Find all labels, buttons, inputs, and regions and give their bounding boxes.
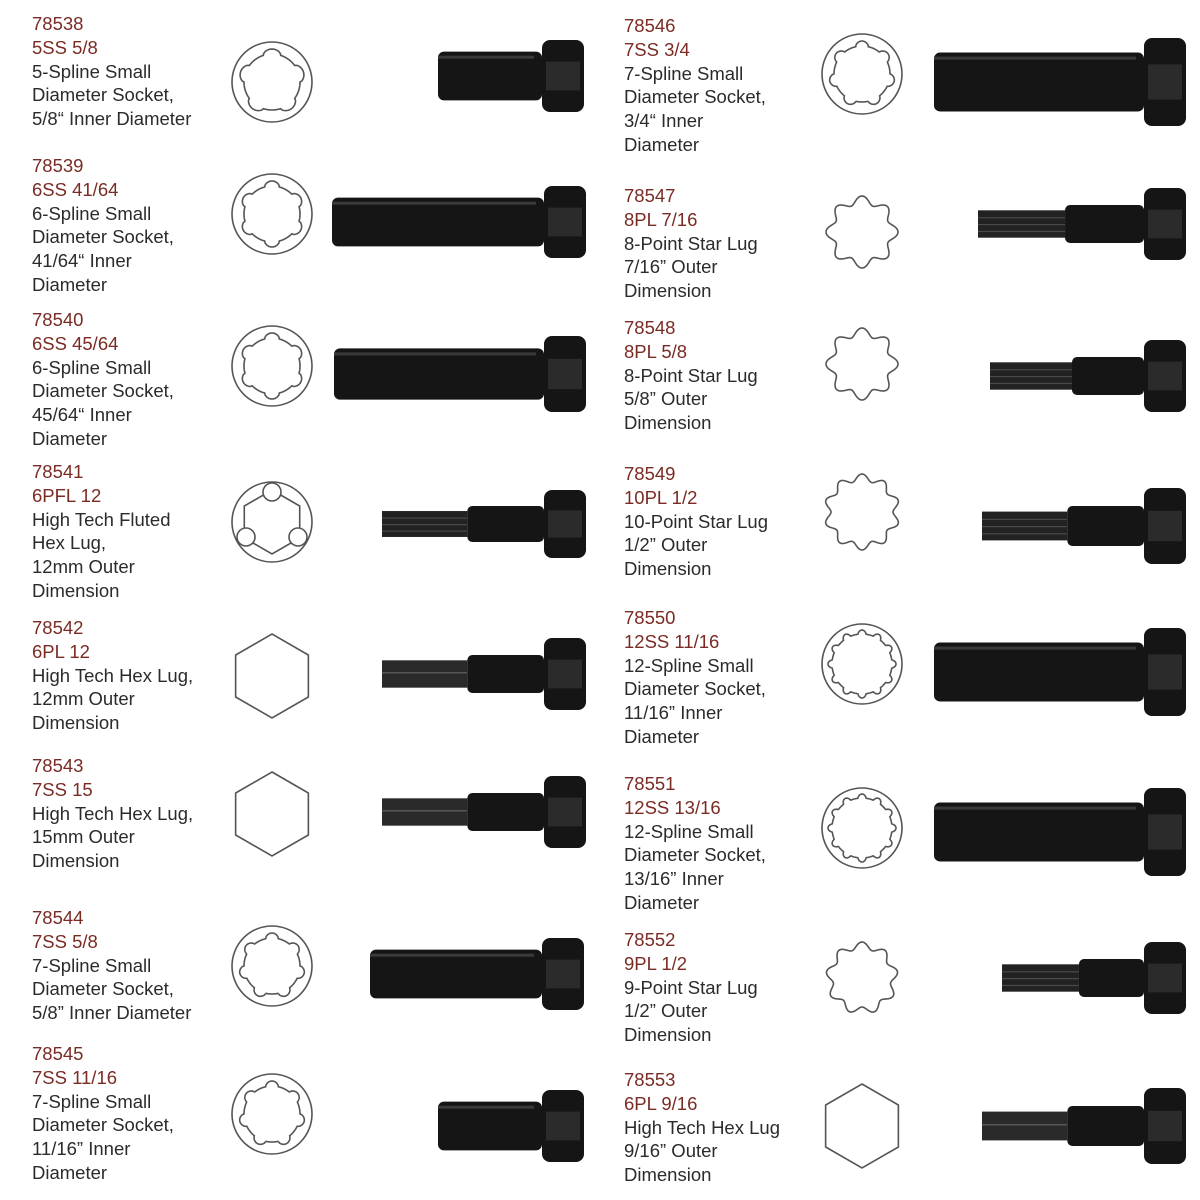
star-bit-socket-icon bbox=[1000, 940, 1188, 1016]
part-description: 5-Spline Small Diameter Socket, 5/8“ Inner Diameter bbox=[32, 60, 192, 130]
plain-socket-icon bbox=[368, 936, 586, 1012]
entry-text bbox=[32, 1042, 222, 1185]
plain-socket-icon bbox=[932, 36, 1188, 128]
part-code: 12SS 13/16 bbox=[624, 796, 721, 818]
8-point-star-profile-icon bbox=[816, 186, 908, 278]
part-description: High Tech Hex Lug, 15mm Outer Dimension bbox=[32, 802, 194, 872]
part-description: 8-Point Star Lug 5/8” Outer Dimension bbox=[624, 364, 758, 434]
7-spline-profile-icon bbox=[816, 28, 908, 120]
plain-socket-icon bbox=[436, 1088, 586, 1164]
plain-socket-icon bbox=[436, 38, 586, 114]
part-number: 78551 bbox=[624, 773, 676, 794]
part-number: 78542 bbox=[32, 617, 84, 638]
plain-socket-icon bbox=[332, 334, 588, 414]
part-number: 78547 bbox=[624, 185, 676, 206]
12-spline-profile-icon bbox=[816, 782, 908, 874]
fluted-bit-socket-icon bbox=[380, 488, 588, 560]
entry-text bbox=[624, 1068, 814, 1187]
part-code: 7SS 15 bbox=[32, 778, 93, 800]
entry-text bbox=[32, 906, 222, 1025]
7-spline-profile-icon bbox=[226, 1068, 318, 1160]
entry-text bbox=[32, 616, 222, 735]
9-point-star-profile-icon bbox=[816, 932, 908, 1024]
12-spline-profile-icon bbox=[816, 618, 908, 710]
part-code: 7SS 3/4 bbox=[624, 38, 690, 60]
part-number: 78552 bbox=[624, 929, 676, 950]
hex-bit-socket-icon bbox=[380, 774, 588, 850]
part-description: High Tech Fluted Hex Lug, 12mm Outer Dimension bbox=[32, 508, 171, 601]
hex-bit-socket-icon bbox=[980, 1086, 1188, 1166]
part-code: 10PL 1/2 bbox=[624, 486, 698, 508]
hex-bit-socket-icon bbox=[380, 636, 588, 712]
part-code: 6PL 9/16 bbox=[624, 1092, 698, 1114]
part-description: 7-Spline Small Diameter Socket, 5/8” Inner Diameter bbox=[32, 954, 192, 1024]
entry-text bbox=[624, 928, 814, 1047]
hex-profile-icon bbox=[226, 768, 318, 860]
part-code: 6SS 41/64 bbox=[32, 178, 119, 200]
entry-text bbox=[624, 772, 814, 915]
catalog-column-right bbox=[600, 0, 1200, 1200]
part-number: 78540 bbox=[32, 309, 84, 330]
part-description: High Tech Hex Lug, 12mm Outer Dimension bbox=[32, 664, 194, 734]
part-code: 6PL 12 bbox=[32, 640, 90, 662]
part-number: 78545 bbox=[32, 1043, 84, 1064]
part-description: 6-Spline Small Diameter Socket, 45/64“ Inner Diameter bbox=[32, 356, 174, 449]
star-bit-socket-icon bbox=[988, 338, 1188, 414]
part-number: 78548 bbox=[624, 317, 676, 338]
part-number: 78553 bbox=[624, 1069, 676, 1090]
10-point-star-profile-icon bbox=[816, 466, 908, 558]
entry-text bbox=[32, 12, 222, 131]
6-spline-profile-icon bbox=[226, 320, 318, 412]
part-code: 9PL 1/2 bbox=[624, 952, 688, 974]
plain-socket-icon bbox=[932, 786, 1188, 878]
entry-text bbox=[624, 184, 814, 303]
part-number: 78538 bbox=[32, 13, 84, 34]
star-bit-socket-icon bbox=[976, 186, 1188, 262]
part-code: 12SS 11/16 bbox=[624, 630, 720, 652]
7-spline-profile-icon bbox=[226, 920, 318, 1012]
part-description: 12-Spline Small Diameter Socket, 11/16” Inner Diameter bbox=[624, 654, 766, 747]
5-spline-profile-icon bbox=[226, 36, 318, 128]
entry-text bbox=[624, 316, 814, 435]
entry-text bbox=[32, 460, 222, 603]
part-description: 12-Spline Small Diameter Socket, 13/16” Inner Diameter bbox=[624, 820, 766, 913]
part-code: 6PFL 12 bbox=[32, 484, 102, 506]
part-code: 7SS 5/8 bbox=[32, 930, 98, 952]
part-description: High Tech Hex Lug 9/16” Outer Dimension bbox=[624, 1116, 780, 1186]
part-description: 7-Spline Small Diameter Socket, 11/16” Inner Diameter bbox=[32, 1090, 174, 1183]
8-point-star-profile-icon bbox=[816, 318, 908, 410]
part-number: 78544 bbox=[32, 907, 84, 928]
part-code: 8PL 7/16 bbox=[624, 208, 698, 230]
plain-socket-icon bbox=[932, 626, 1188, 718]
part-number: 78539 bbox=[32, 155, 84, 176]
part-code: 7SS 11/16 bbox=[32, 1066, 118, 1088]
part-number: 78550 bbox=[624, 607, 676, 628]
entry-text bbox=[624, 14, 814, 157]
part-description: 10-Point Star Lug 1/2” Outer Dimension bbox=[624, 510, 768, 580]
part-number: 78541 bbox=[32, 461, 84, 482]
part-number: 78549 bbox=[624, 463, 676, 484]
part-number: 78546 bbox=[624, 15, 676, 36]
fluted-hex-profile-icon bbox=[226, 476, 318, 568]
hex-profile-icon bbox=[226, 630, 318, 722]
6-spline-profile-icon bbox=[226, 168, 318, 260]
part-description: 7-Spline Small Diameter Socket, 3/4“ Inner Diameter bbox=[624, 62, 766, 155]
part-description: 6-Spline Small Diameter Socket, 41/64“ Inner Diameter bbox=[32, 202, 174, 295]
part-code: 8PL 5/8 bbox=[624, 340, 688, 362]
part-description: 8-Point Star Lug 7/16” Outer Dimension bbox=[624, 232, 758, 302]
star-bit-socket-icon bbox=[980, 486, 1188, 566]
plain-socket-icon bbox=[330, 184, 588, 260]
part-number: 78543 bbox=[32, 755, 84, 776]
entry-text bbox=[32, 154, 222, 297]
entry-text bbox=[624, 462, 814, 581]
entry-text bbox=[32, 754, 222, 873]
entry-text bbox=[624, 606, 814, 749]
part-code: 6SS 45/64 bbox=[32, 332, 119, 354]
part-code: 5SS 5/8 bbox=[32, 36, 98, 58]
part-description: 9-Point Star Lug 1/2” Outer Dimension bbox=[624, 976, 758, 1046]
entry-text bbox=[32, 308, 222, 451]
hex-profile-icon bbox=[816, 1080, 908, 1172]
